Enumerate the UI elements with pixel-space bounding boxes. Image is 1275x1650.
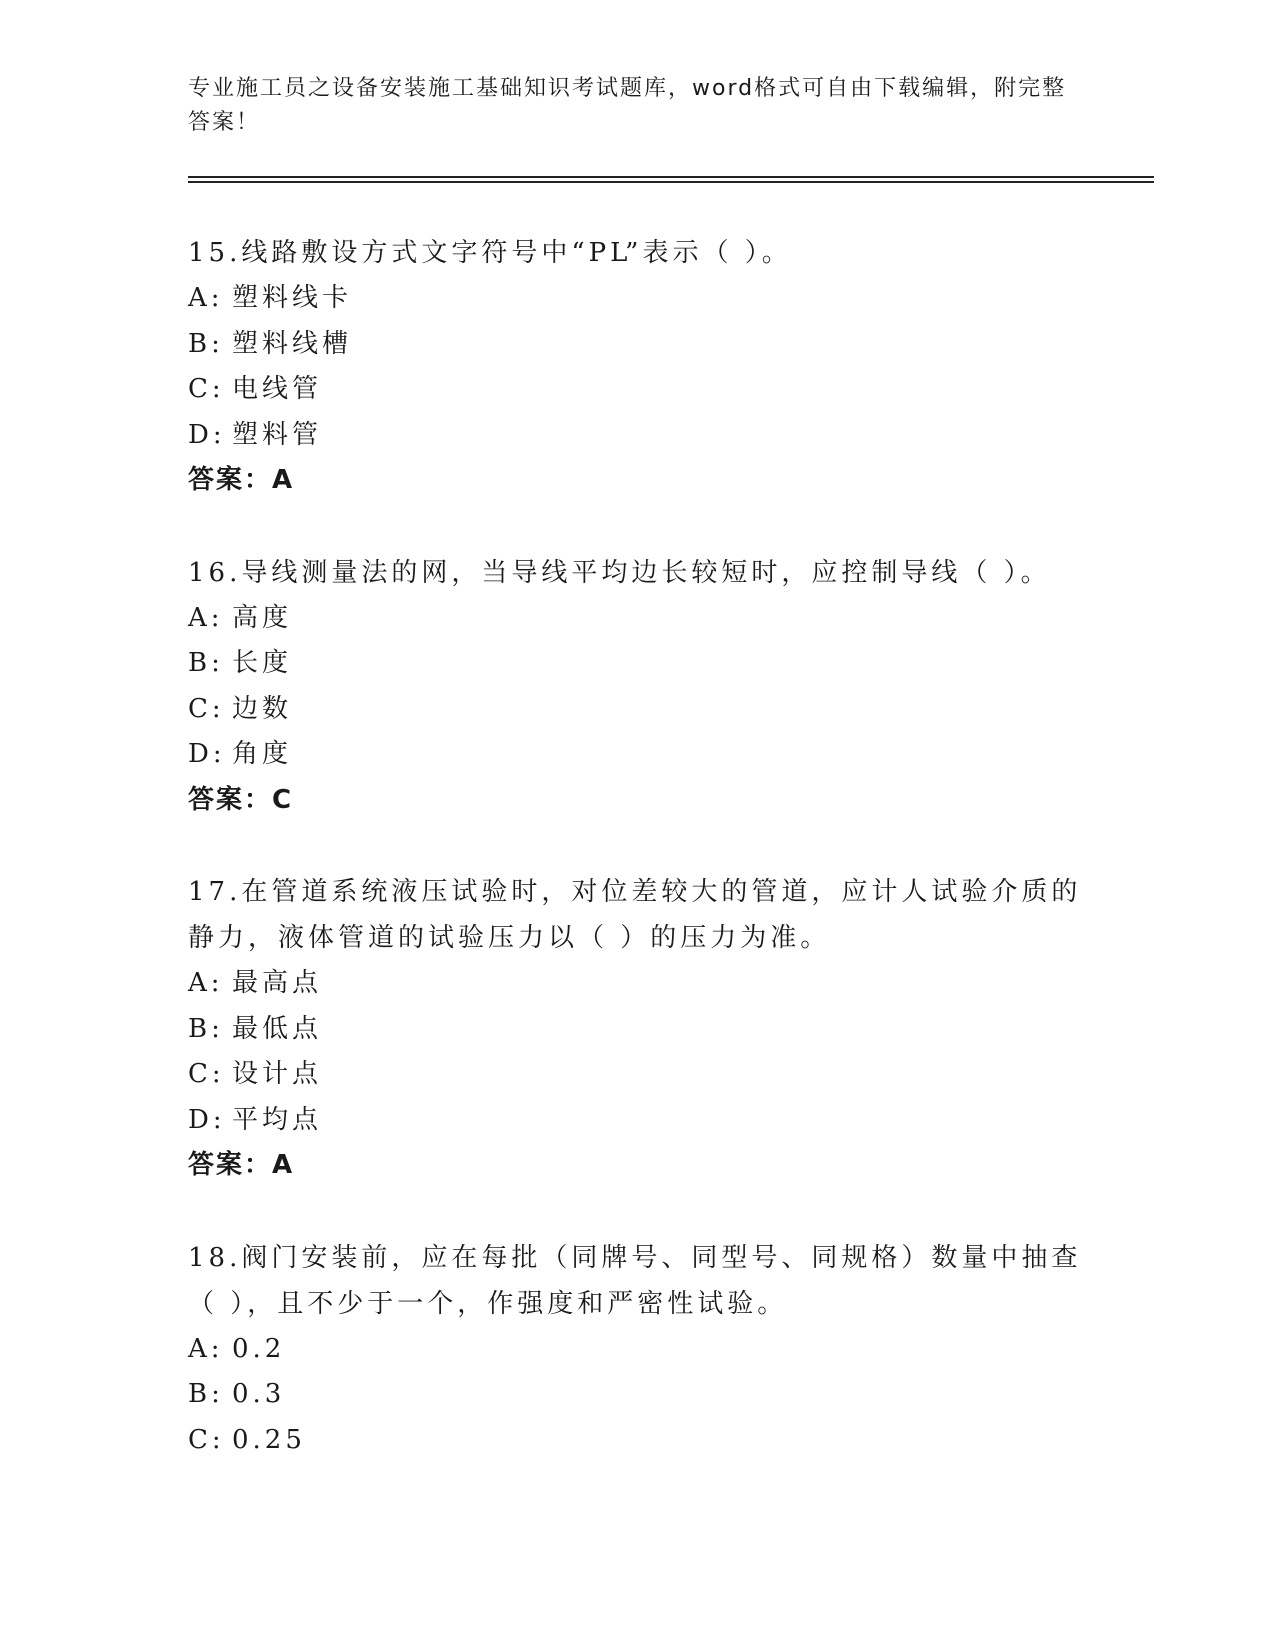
- option-key: B:: [188, 1379, 224, 1409]
- option-b: [188, 1007, 1088, 1053]
- option-a: [188, 961, 1088, 1007]
- question-16: [188, 550, 1088, 824]
- option-text: 角度: [232, 739, 293, 769]
- option-text: 长度: [232, 648, 293, 678]
- option-key: B:: [188, 648, 224, 678]
- option-key: C:: [188, 693, 225, 724]
- header-divider-bottom: [188, 181, 1154, 183]
- option-key: C:: [188, 1059, 225, 1089]
- option-key: D:: [188, 1104, 226, 1135]
- option-c: [188, 687, 1088, 733]
- option-key: D:: [188, 739, 226, 769]
- option-text: 0.25: [232, 1424, 306, 1455]
- question-15: [188, 230, 1088, 504]
- answer-line: 答案：A: [188, 465, 295, 495]
- option-a: [188, 1327, 1088, 1373]
- option-c: [188, 1052, 1088, 1098]
- option-d: [188, 1098, 1088, 1144]
- answer-line: 答案：A: [188, 1150, 295, 1180]
- question-18: [188, 1235, 1088, 1464]
- option-key: C:: [188, 1424, 225, 1455]
- option-a: [188, 276, 1088, 322]
- option-a: [188, 596, 1088, 642]
- question-list: [188, 230, 1088, 1509]
- option-key: B:: [188, 328, 224, 359]
- option-text: 塑料线槽: [232, 328, 353, 359]
- option-d: [188, 413, 1088, 459]
- option-text: 高度: [232, 602, 293, 633]
- option-d: [188, 732, 1088, 778]
- header-divider-top: [188, 176, 1154, 178]
- option-c: [188, 367, 1088, 413]
- option-text: 塑料管: [232, 419, 323, 450]
- option-text: 最低点: [232, 1013, 323, 1044]
- document-header: 专业施工员之设备安装施工基础知识考试题库，word格式可自由下载编辑，附完整答案！: [188, 76, 1067, 135]
- option-text: 电线管: [232, 374, 323, 404]
- question-stem: 18.阀门安装前，应在每批（同牌号、同型号、同规格）数量中抽查（ ），且不少于一个，作强度和严密性试验。: [188, 1242, 1082, 1319]
- option-key: A:: [188, 602, 224, 633]
- question-stem: 17.在管道系统液压试验时，对位差较大的管道，应计人试验介质的静力，液体管道的试验压力以（ ）的压力为准。: [188, 877, 1082, 953]
- option-key: A:: [188, 1333, 224, 1364]
- option-b: [188, 1372, 1088, 1418]
- option-b: [188, 322, 1088, 368]
- question-stem: 16.导线测量法的网，当导线平均边长较短时，应控制导线（ ）。: [188, 557, 1051, 588]
- option-text: 边数: [232, 693, 293, 724]
- option-b: [188, 641, 1088, 687]
- option-key: A:: [188, 283, 224, 313]
- option-text: 塑料线卡: [232, 283, 353, 313]
- option-key: B:: [188, 1013, 224, 1044]
- question-stem: 15.线路敷设方式文字符号中“PL”表示（ ）。: [188, 238, 792, 268]
- option-text: 平均点: [232, 1104, 323, 1135]
- answer-line: 答案：C: [188, 784, 294, 815]
- option-key: D:: [188, 419, 226, 450]
- option-text: 0.3: [232, 1379, 286, 1409]
- question-17: [188, 869, 1088, 1189]
- option-text: 0.2: [232, 1333, 286, 1364]
- option-text: 最高点: [232, 968, 323, 998]
- option-c: [188, 1418, 1088, 1464]
- option-key: A:: [188, 968, 224, 998]
- option-text: 设计点: [232, 1059, 323, 1089]
- option-key: C:: [188, 374, 225, 404]
